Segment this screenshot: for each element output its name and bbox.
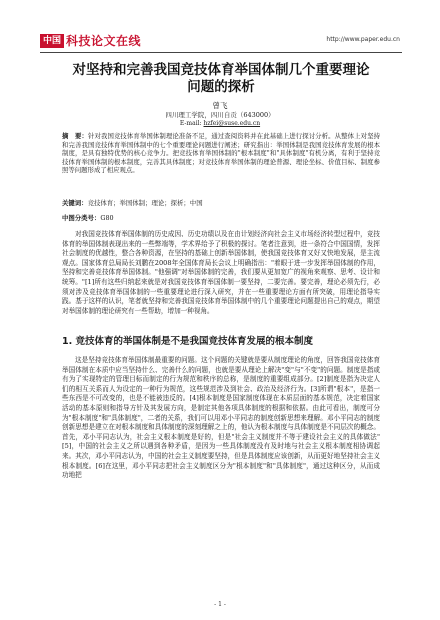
classification-code: G80 [100, 214, 114, 222]
page-number: - 1 - [214, 601, 226, 608]
classification-label: 中图分类号： [62, 214, 101, 222]
site-header [40, 30, 400, 52]
email-label: E-mail: [179, 120, 202, 127]
header-divider [40, 52, 402, 53]
title-line-1: 对坚持和完善我国竞技体育举国体制几个重要理论 [72, 62, 370, 78]
keywords [62, 199, 380, 208]
keywords-text: 竞技体育；举国体制；理论；探析；中国 [87, 199, 203, 207]
title-line-2: 问题的探析 [187, 79, 255, 95]
author-name: 曾飞 [212, 101, 228, 110]
author-affiliation: 四川理工学院，四川自贡（643000） [165, 111, 275, 119]
keywords-label: 关键词： [62, 199, 88, 207]
logo-text: 科技论文在线 [66, 34, 142, 48]
logo-badge: 中国 [40, 34, 64, 48]
paper-title [40, 62, 402, 96]
abstract-text: 针对我国竞技体育举国体制理论准备不足，通过查阅资料并在此基础上进行探讨分析。从整体上对坚持和完善我国竞技体育举国体制中的七个重要理论问题进行阐述；研究指出：举国体制是我国竞技体育发展的根本制度，是具有独特优势的核心竞争力。把竞技体育举国体制的"根本制度"和"具体制度"有机分离，有利于坚持竞技体育举国体制的根本制度，完善其具体制度；对竞技体育举国体制的理论普源、理论坐标、价值目标、制度参照等问题形成了相应观点。 [62, 132, 380, 175]
site-logo[interactable] [40, 32, 141, 49]
author-email [0, 120, 440, 127]
classification [62, 214, 380, 223]
site-url[interactable]: http://www.paper.edu.cn [326, 36, 400, 43]
abstract-label: 摘 要： [62, 132, 88, 140]
email-link[interactable]: hzfei@suse.edu.cn [203, 120, 261, 127]
section-1-heading: 1. 竞技体育的举国体制是不是我国竞技体育发展的根本制度 [62, 336, 314, 347]
intro-paragraph: 对我国竞技体育举国体制的历史成因、历史功绩以及在由计划经济向社会主义市场经济转型过程中，竞技体育的举国体制表现出来的一些弊端等，学术界给予了积极的探讨。笔者注意到，进一条符合中国国情，发挥社会制度的优越性，整合各种资源，在坚持的基础上创新举国体制，使我国竞技体育又好又快地发展，是主流观点。国家体育总局局长刘鹏在2008年全国体育局长会议上明确指出："着眼于进一步发挥举国体制的作用，坚持和完善竞技体育举国体制。"他强调"对举国体制的完善，我们要从更加宽广的视角来观察、思考、设计和统筹。"[1]所有这些归纳起来就是对我国竞技体育举国体制一要坚持，二要完善。要完善，理论必须先行，必须对涉及竞技体育举国体制的一些重要理论进行深入研究，并在一些重要理论方面有所突破，用理论指导实践。基于这样的认识，笔者就坚持和完善我国竞技体育举国体制中的几个重要理论问题提出自己的观点，期望对举国体制的理论研究有一些帮助，增加一种视角。 [62, 230, 380, 315]
abstract [62, 132, 380, 175]
section-1-paragraph: 这是坚持竞技体育举国体制最重要的问题。这个问题的关键就是要从制度理论的角度，回答我国竞技体育举国体制在本质中应当坚持什么、完善什么的问题，也就是要从理论上解决"变"与"不变"的问题。制度是指或有为了实现特定的管理目标而制定的行为规范和秩序的总称，是制度的重要组成部分。[2]制度是指为决定人们的相互关系而人为设定的一种行为规范，这些规范涉及到社会、政治及经济行为。[3]所谓"根本"，是指一些东西是不可改变的，也是不能被违反的。[4]根本制度是国家制度体现在本质层面的基本规范，决定着国家活动的基本原则和指导方针及其发展方向，是制定其他各项具体制度的根据和依据。由此可看出，制度可分为"根本制度"和"具体制度"，二者的关系，我们可以用邓小平同志的制度创新思想来理解。邓小平同志的制度创新思想是建立在对根本制度和具体制度的深刻理解之上的，他认为根本制度与具体制度是不同层次的概念。首先，邓小平同志认为，社会主义根本制度是好的，但是"社会主义制度并不等于建设社会主义的具体做法"[5]，中国的社会主义之所以遇到各种矛盾，是因为一些具体制度没有及时地与社会主义根本制度相协调起来。其次，邓小平同志认为，中国的社会主义制度要坚持，但是具体制度应该创新，从而更好地坚持社会主义根本制度。[6]在这里，邓小平同志把社会主义制度区分为"根本制度"和"具体制度"，通过这种区分，从而成功地把 [62, 356, 380, 480]
